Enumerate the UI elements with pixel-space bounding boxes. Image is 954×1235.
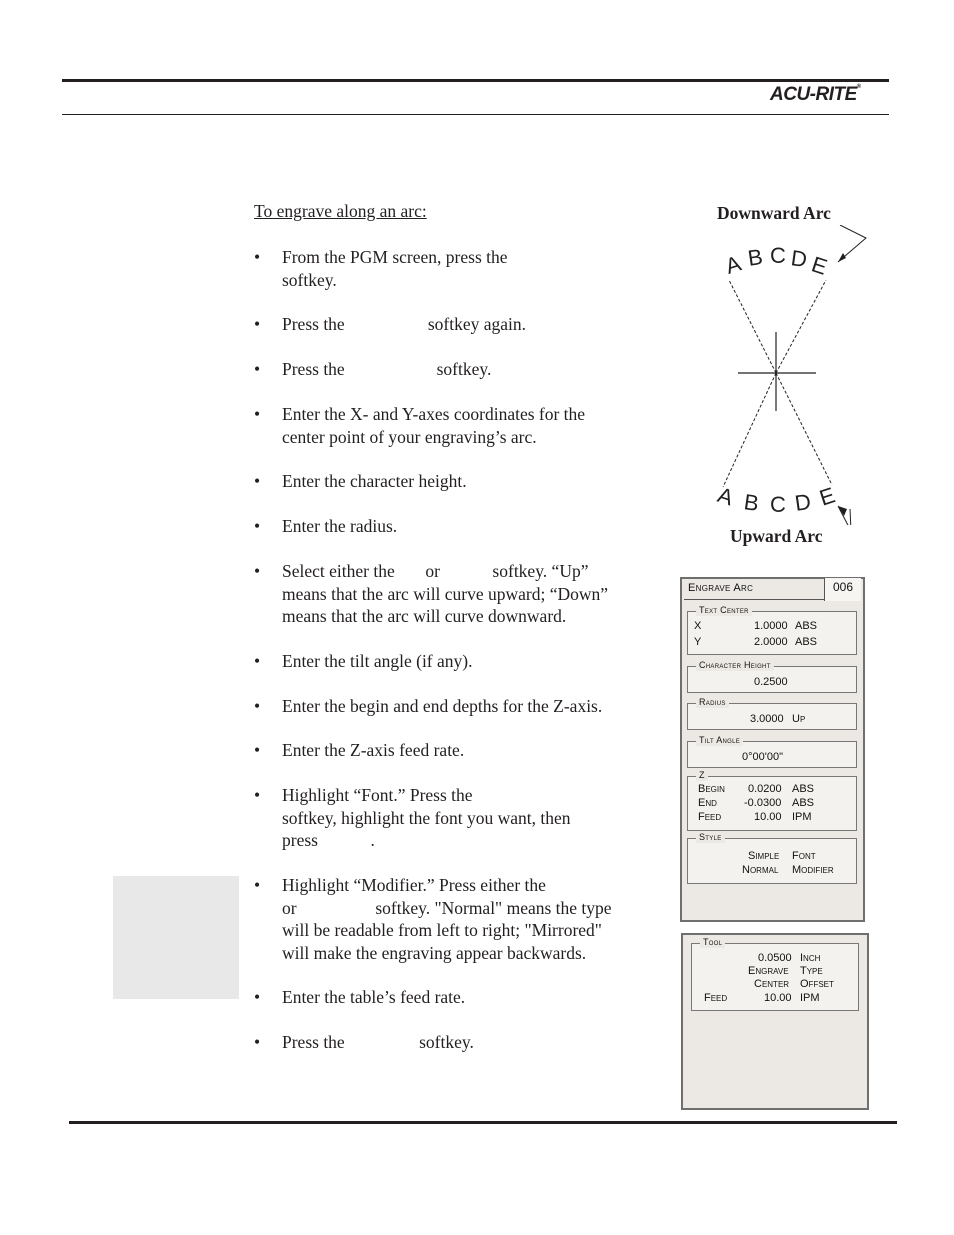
tool-feed-value[interactable]: 10.00 [764, 992, 792, 1004]
group-label: Tilt Angle [696, 734, 743, 746]
character-height-value[interactable]: 0.2500 [754, 676, 788, 688]
tool-size-value[interactable]: 0.0500 [758, 952, 792, 964]
bullet: • [254, 651, 261, 671]
begin-label: Begin [698, 783, 725, 795]
bullet: • [254, 875, 261, 895]
header-bottom-rule [62, 114, 889, 115]
group-label: Text Center [696, 604, 752, 616]
top-arc-letter-b: B [746, 244, 765, 271]
text-center-group[interactable] [687, 605, 857, 655]
y-label: Y [694, 636, 702, 648]
bullet: • [254, 987, 261, 1007]
character-height-group[interactable] [687, 660, 857, 693]
modifier-label: Modifier [792, 864, 834, 876]
group-label: Character Height [696, 659, 774, 671]
end-unit: ABS [792, 797, 815, 809]
footer-rule [69, 1121, 897, 1124]
radius-group[interactable] [687, 697, 857, 730]
bottom-arc-letter-d: D [793, 488, 813, 516]
radius-direction: Up [792, 713, 806, 725]
acu-rite-logo: ACU-RITE® [770, 84, 861, 105]
procedure-heading: To engrave along an arc: [254, 201, 427, 221]
bullet: • [254, 740, 261, 760]
header-top-rule [62, 79, 889, 82]
group-label: Z [696, 769, 708, 781]
top-arc-letter-a: A [722, 250, 745, 279]
group-label: Style [696, 831, 725, 843]
bullet: • [254, 516, 261, 536]
step-text: From the PGM screen, press the softkey. [282, 247, 508, 290]
feed-label: Feed [698, 811, 722, 823]
font-label: Font [792, 850, 816, 862]
z-axis-group[interactable] [687, 770, 857, 831]
x-label: X [694, 620, 702, 632]
step-text: Press the softkey. [282, 359, 492, 379]
bullet: • [254, 359, 261, 379]
upward-arc-label: Upward Arc [730, 526, 823, 546]
radial-line-top-right [776, 280, 826, 373]
top-arc-letter-e: E [808, 251, 831, 280]
screen-titlebar [684, 579, 861, 600]
engrave-arc-screen [680, 577, 865, 922]
end-label: End [698, 797, 717, 809]
tool-screen [681, 933, 869, 1110]
arc-engraving-diagram [700, 225, 880, 525]
step-text: Enter the character height. [282, 471, 467, 491]
bullet: • [254, 314, 261, 334]
step-text: Enter the radius. [282, 516, 398, 536]
bullet: • [254, 471, 261, 491]
tilt-angle-value[interactable]: 0°00'00" [742, 751, 783, 763]
step-text: Enter the table’s feed rate. [282, 987, 466, 1007]
tool-offset-value[interactable]: Center [754, 978, 790, 990]
bottom-arc-letter-a: A [714, 482, 737, 511]
feed-value[interactable]: 10.00 [754, 811, 782, 823]
tool-feed-unit: IPM [800, 992, 820, 1004]
style-group[interactable] [687, 832, 857, 884]
bullet: • [254, 561, 261, 581]
y-unit: ABS [795, 636, 818, 648]
x-unit: ABS [795, 620, 818, 632]
bullet: • [254, 404, 261, 424]
tool-group[interactable] [691, 937, 859, 1011]
margin-note-box [113, 876, 239, 999]
bullet: • [254, 247, 261, 267]
step-text: Press the softkey again. [282, 314, 526, 334]
top-arc-letter-d: D [789, 245, 809, 273]
feed-unit: IPM [792, 811, 812, 823]
step-text: Enter the tilt angle (if any). [282, 651, 473, 671]
step-text: Highlight “Font.” Press the softkey, highlight the font you want, then press . [282, 785, 571, 850]
top-arc-letter-c: C [770, 243, 786, 268]
radial-line-bottom-right [776, 373, 832, 485]
program-number: 006 [824, 578, 861, 601]
bullet: • [254, 696, 261, 716]
bullet: • [254, 1032, 261, 1052]
tool-feed-label: Feed [704, 992, 728, 1004]
tool-type-value[interactable]: Engrave [748, 965, 789, 977]
radial-line-top-left [729, 280, 776, 373]
group-label: Radius [696, 696, 729, 708]
step-text: Select either the or softkey. “Up” means that the arc will curve upward; “Down” means that the arc will curve downward. [282, 561, 609, 626]
bottom-arc-letter-e: E [816, 482, 839, 511]
tool-type-label: Type [800, 965, 823, 977]
begin-value[interactable]: 0.0200 [748, 783, 782, 795]
begin-unit: ABS [792, 783, 815, 795]
screen-title: Engrave Arc [688, 582, 754, 594]
bottom-arc-letter-c: C [770, 492, 786, 517]
y-value[interactable]: 2.0000 [754, 636, 788, 648]
downward-arc-label: Downward Arc [717, 203, 831, 223]
group-label: Tool [700, 936, 725, 948]
bullet: • [254, 785, 261, 805]
step-text: Highlight “Modifier.” Press either the or softkey. "Normal" means the type will be readable from left to right; "Mirrored" will make the engraving appear backwards. [282, 875, 612, 963]
x-value[interactable]: 1.0000 [754, 620, 788, 632]
radial-line-bottom-left [723, 373, 776, 487]
tool-size-unit: Inch [800, 952, 821, 964]
tilt-angle-group[interactable] [687, 735, 857, 768]
step-text: Enter the Z-axis feed rate. [282, 740, 465, 760]
bottom-arc-letter-b: B [742, 489, 761, 516]
downward-callout-arrowhead [838, 253, 846, 262]
step-text: Enter the X- and Y-axes coordinates for the center point of your engraving’s arc. [282, 404, 586, 447]
radius-value[interactable]: 3.0000 [750, 713, 784, 725]
tool-offset-label: Offset [800, 978, 834, 990]
end-value[interactable]: -0.0300 [744, 797, 782, 809]
modifier-value[interactable]: Normal [742, 864, 779, 876]
step-text: Enter the begin and end depths for the Z-axis. [282, 696, 603, 716]
font-value[interactable]: Simple [748, 850, 780, 862]
step-text: Press the softkey. [282, 1032, 474, 1052]
